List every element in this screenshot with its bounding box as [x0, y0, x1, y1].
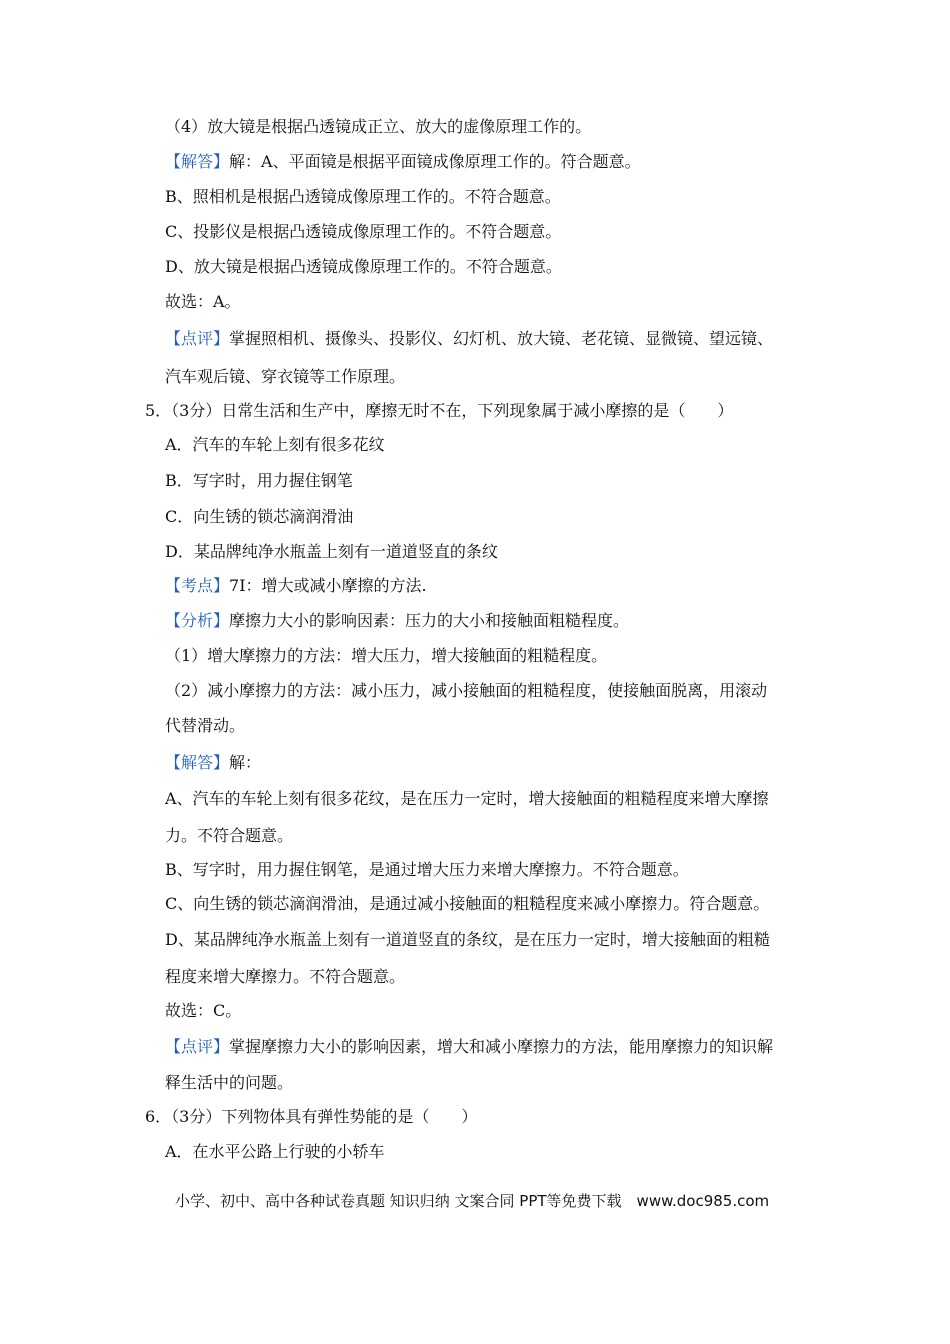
section-tag: 【考点】 — [165, 576, 230, 595]
text-line — [165, 328, 773, 350]
line-text: B．写字时，用力握住钢笔 — [165, 471, 353, 490]
line-text: 7I：增大或减小摩擦的方法. — [229, 576, 427, 595]
text-line — [165, 929, 770, 951]
line-text: C、向生锈的锁芯滴润滑油，是通过减小接触面的粗糙程度来减小摩擦力。符合题意。 — [165, 894, 770, 913]
text-line — [165, 291, 241, 313]
section-tag: 【点评】 — [165, 329, 230, 348]
section-tag: 【解答】 — [165, 152, 230, 171]
line-text: B、照相机是根据凸透镜成像原理工作的。不符合题意。 — [165, 187, 561, 206]
line-text: 掌握摩擦力大小的影响因素，增大和减小摩擦力的方法，能用摩擦力的知识解 — [229, 1037, 774, 1056]
line-text: （1）增大摩擦力的方法：增大压力，增大接触面的粗糙程度。 — [165, 646, 608, 665]
section-tag: 【分析】 — [165, 611, 230, 630]
line-text: 5．（3分）日常生活和生产中，摩擦无时不在，下列现象属于减小摩擦的是（ ） — [145, 401, 734, 420]
text-line — [165, 575, 427, 597]
line-text: （4）放大镜是根据凸透镜成正立、放大的虚像原理工作的。 — [165, 117, 592, 136]
line-text: A．在水平公路上行驶的小轿车 — [165, 1142, 385, 1161]
line-text: 释生活中的问题。 — [165, 1073, 294, 1092]
text-line — [165, 715, 245, 737]
line-text: 掌握照相机、摄像头、投影仪、幻灯机、放大镜、老花镜、显微镜、望远镜、 — [229, 329, 774, 348]
text-line — [165, 541, 498, 563]
line-text: 汽车观后镜、穿衣镜等工作原理。 — [165, 367, 406, 386]
text-line — [165, 680, 767, 702]
line-text: A．汽车的车轮上刻有很多花纹 — [165, 435, 385, 454]
text-line — [165, 752, 261, 774]
line-text: 6．（3分）下列物体具有弹性势能的是（ ） — [145, 1107, 478, 1126]
line-text: 程度来增大摩擦力。不符合题意。 — [165, 967, 406, 986]
text-line — [165, 825, 293, 847]
text-line — [165, 151, 641, 173]
line-text: （2）减小摩擦力的方法：减小压力，减小接触面的粗糙程度，使接触面脱离，用滚动 — [165, 681, 768, 700]
line-text: C．向生锈的锁芯滴润滑油 — [165, 507, 354, 526]
text-line — [165, 1141, 385, 1163]
section-tag: 【点评】 — [165, 1037, 230, 1056]
text-line — [165, 256, 562, 278]
text-line — [165, 186, 561, 208]
line-text: A、汽车的车轮上刻有很多花纹，是在压力一定时，增大接触面的粗糙程度来增大摩擦 — [165, 789, 769, 808]
line-text: D、放大镜是根据凸透镜成像原理工作的。不符合题意。 — [165, 257, 562, 276]
line-text: B、写字时，用力握住钢笔，是通过增大压力来增大摩擦力。不符合题意。 — [165, 860, 689, 879]
text-line — [165, 470, 353, 492]
line-text: D、某品牌纯净水瓶盖上刻有一道道竖直的条纹，是在压力一定时，增大接触面的粗糙 — [165, 930, 770, 949]
section-tag: 【解答】 — [165, 753, 230, 772]
text-line — [165, 645, 607, 667]
text-line — [165, 366, 405, 388]
line-text: 摩擦力大小的影响因素：压力的大小和接触面粗糙程度。 — [229, 611, 630, 630]
text-line — [165, 116, 591, 138]
line-text: 故选：A。 — [165, 292, 241, 311]
text-line — [165, 610, 629, 632]
text-line — [165, 434, 385, 456]
text-line — [165, 788, 769, 810]
line-text: 代替滑动。 — [165, 716, 246, 735]
page-footer: 小学、初中、高中各种试卷真题 知识归纳 文案合同 PPT等免费下载 www.doc985.com — [175, 1192, 770, 1210]
line-text: 故选：C。 — [165, 1001, 242, 1020]
line-text: 力。不符合题意。 — [165, 826, 294, 845]
line-text: D．某品牌纯净水瓶盖上刻有一道道竖直的条纹 — [165, 542, 498, 561]
text-line — [165, 221, 561, 243]
line-text: 解： — [229, 753, 262, 772]
line-text: C、投影仪是根据凸透镜成像原理工作的。不符合题意。 — [165, 222, 562, 241]
text-line — [165, 1000, 241, 1022]
text-line — [165, 966, 405, 988]
text-line — [165, 506, 353, 528]
text-line — [145, 400, 733, 422]
text-line — [165, 893, 769, 915]
text-line — [145, 1106, 477, 1128]
text-line — [165, 1072, 293, 1094]
line-text: 解：A、平面镜是根据平面镜成像原理工作的。符合题意。 — [229, 152, 641, 171]
text-line — [165, 859, 689, 881]
text-line — [165, 1036, 773, 1058]
